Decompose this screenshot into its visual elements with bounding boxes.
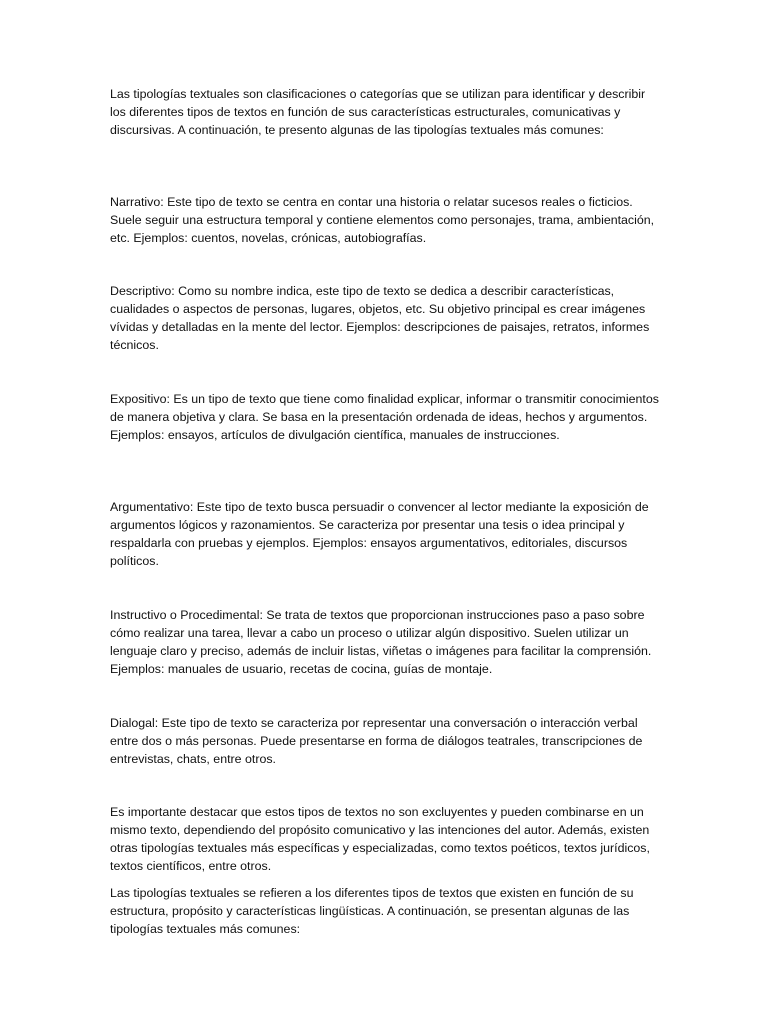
narrativo-paragraph: Narrativo: Este tipo de texto se centra en contar una historia o relatar sucesos reales o ficticios. Suele seguir una estructura temporal y contiene elementos como personajes, trama, ambientación, etc. Ejemplos: cuentos, novelas, crónicas, autobiografías.: [110, 195, 655, 245]
descriptivo-paragraph: Descriptivo: Como su nombre indica, este tipo de texto se dedica a describir características, cualidades o aspectos de personas, lugares, objetos, etc. Su objetivo principal es crear imágenes vívidas y detalladas en la mente del lector. Ejemplos: descripciones de paisajes, retratos, informes técnicos.: [110, 284, 650, 352]
dialogal-paragraph: Dialogal: Este tipo de texto se caracteriza por representar una conversación o interacción verbal entre dos o más personas. Puede presentarse en forma de diálogos teatrales, transcripciones de entrevistas, chats, entre otros.: [110, 716, 643, 766]
conclusion-paragraph: Es importante destacar que estos tipos de textos no son excluyentes y pueden combinarse en un mismo texto, dependiendo del propósito comunicativo y las intenciones del autor. Además, existen otras tipologías textuales más específicas y especializadas, como textos poéticos, textos jurídicos, textos científicos, entre otros.: [110, 805, 650, 873]
intro-paragraph: Las tipologías textuales son clasificaciones o categorías que se utilizan para identificar y describir los diferentes tipos de textos en función de sus características estructurales, comunicativas y discursivas. A continuación, te presento algunas de las tipologías textuales más comunes:: [110, 87, 646, 137]
instructivo-paragraph: Instructivo o Procedimental: Se trata de textos que proporcionan instrucciones paso a paso sobre cómo realizar una tarea, llevar a cabo un proceso o utilizar algún dispositivo. Suelen utilizar un lenguaje claro y preciso, además de incluir listas, viñetas o imágenes para facilitar la comprensión. Ejemplos: manuales de usuario, recetas de cocina, guías de montaje.: [110, 608, 652, 676]
expositivo-paragraph: Expositivo: Es un tipo de texto que tiene como finalidad explicar, informar o transmitir conocimientos de manera objetiva y clara. Se basa en la presentación ordenada de ideas, hechos y argumentos. Ejemplos: ensayos, artículos de divulgación científica, manuales de instrucciones.: [110, 392, 659, 442]
second-intro-paragraph: Las tipologías textuales se refieren a los diferentes tipos de textos que existen en función de su estructura, propósito y características lingüísticas. A continuación, se presentan algunas de las tipologías textuales más comunes:: [110, 886, 634, 936]
argumentativo-paragraph: Argumentativo: Este tipo de texto busca persuadir o convencer al lector mediante la exposición de argumentos lógicos y razonamientos. Se caracteriza por presentar una tesis o idea principal y respaldarla con pruebas y ejemplos. Ejemplos: ensayos argumentativos, editoriales, discursos políticos.: [110, 500, 649, 568]
